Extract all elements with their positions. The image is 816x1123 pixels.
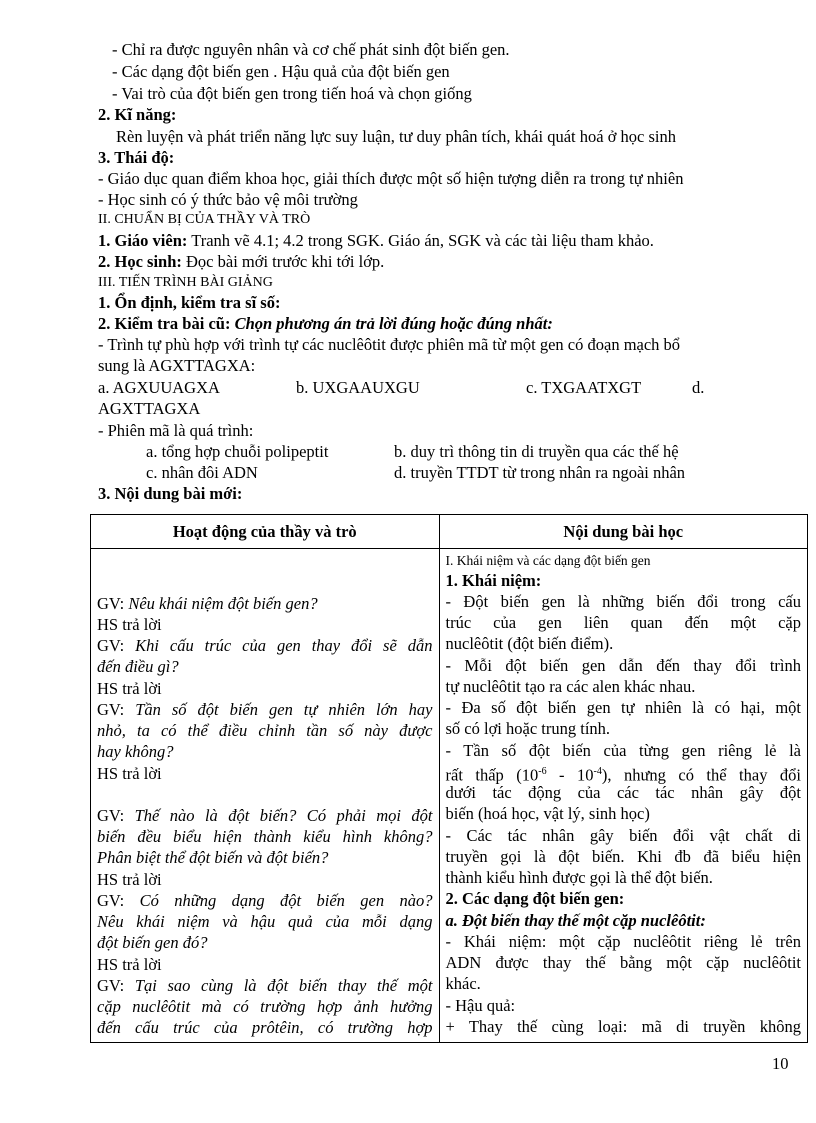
activities-cell — [91, 549, 440, 1043]
teacher-question-cont: đến cấu trúc của prôtêin, có trường hợp — [97, 1018, 433, 1037]
content-line: biến (hoá học, vật lý, sinh học) — [445, 804, 650, 823]
teacher-question-cont: đến điều gì? — [97, 657, 179, 676]
q1-option-d-value: AGXTTAGXA — [98, 399, 201, 418]
content-line: - Đột biến gen là những biến đổi trong cấu — [445, 592, 801, 611]
student-answer: HS trả lời — [97, 679, 162, 698]
teacher-question-cont: hay không? — [97, 742, 174, 761]
teacher-question-cont: đột biến gen đó? — [97, 933, 208, 952]
section-heading: I. Khái niệm và các dạng đột biến gen — [445, 553, 651, 568]
teacher-question-cont: biến đều biểu hiện thành kiểu hình không? — [97, 827, 433, 846]
question-2-stem: - Phiên mã là quá trình: — [98, 421, 254, 440]
col-content-header: Nội dung bài học — [439, 515, 808, 549]
subheading-types: 2. Các dạng đột biến gen: — [445, 889, 625, 908]
q1-option-b: b. UXGAAUXGU — [296, 378, 420, 397]
col-activities-header: Hoạt động của thầy và trò — [91, 515, 440, 549]
q1-option-c: c. TXGAATXGT — [526, 378, 642, 397]
teacher-question-cont: Nêu khái niệm và hậu quả của mỗi dạng — [97, 912, 433, 931]
attitude-item-1: - Giáo dục quan điểm khoa học, giải thích được một số hiện tượng diễn ra trong tự nhiên — [98, 169, 684, 188]
objective-3: - Vai trò của đột biến gen trong tiến hoá và chọn giống — [112, 84, 472, 103]
subheading-concept: 1. Khái niệm: — [445, 571, 542, 590]
student-answer: HS trả lời — [97, 615, 162, 634]
objective-1: - Chỉ ra được nguyên nhân và cơ chế phát sinh đột biến gen. — [112, 40, 510, 59]
prep-heading: II. CHUẨN BỊ CỦA THẦY VÀ TRÒ — [98, 212, 311, 227]
teacher-question: GV: Thế nào là đột biến? Có phải mọi đột — [97, 806, 433, 825]
lesson-table — [90, 514, 808, 1043]
attitude-heading: 3. Thái độ: — [98, 148, 175, 167]
stabilize-heading: 1. Ổn định, kiểm tra sĩ số: — [98, 293, 281, 312]
student-prep: 2. Học sinh: Đọc bài mới trước khi tới lớp. — [98, 252, 385, 271]
table-body-row — [91, 549, 808, 1043]
content-line: - Tần số đột biến của từng gen riêng lẻ là — [445, 741, 801, 760]
teacher-question: GV: Nêu khái niệm đột biến gen? — [97, 594, 318, 613]
teacher-question: GV: Có những dạng đột biến gen nào? — [97, 891, 433, 910]
content-line: truyền gọi là đột biến. Khi đb đã biểu hiện — [445, 847, 801, 866]
q2-option-d: d. truyền TTDT từ trong nhân ra ngoài nhân — [394, 463, 686, 482]
q2-option-a: a. tổng hợp chuỗi polipeptit — [146, 442, 329, 461]
attitude-item-2: - Học sinh có ý thức bảo vệ môi trường — [98, 190, 358, 209]
check-heading: 2. Kiểm tra bài cũ: Chọn phương án trả lời đúng hoặc đúng nhất: — [98, 314, 553, 333]
content-line: - Mỗi đột biến gen dẫn đến thay đổi trình — [445, 656, 801, 675]
q1-option-d: d. — [692, 378, 705, 397]
page-number: 10 — [772, 1054, 789, 1073]
content-line: tự nuclêôtit tạo ra các alen khác nhau. — [445, 677, 696, 696]
objective-2: - Các dạng đột biến gen . Hậu quả của đột biến gen — [112, 62, 450, 81]
content-line: - Các tác nhân gây biến đổi vật chất di — [445, 826, 801, 845]
content-line: + Thay thế cùng loại: mã di truyền không — [445, 1017, 801, 1036]
new-lesson-heading: 3. Nội dung bài mới: — [98, 484, 243, 503]
content-line: khác. — [445, 974, 481, 993]
teacher-question-cont: cặp nuclêôtit mà có trường hợp ảnh hưởng — [97, 997, 433, 1016]
question-1-line-1: - Trình tự phù hợp với trình tự các nuclêôtit được phiên mã từ một gen có đoạn mạch bổ — [98, 335, 681, 354]
teacher-prep: 1. Giáo viên: Tranh vẽ 4.1; 4.2 trong SGK. Giáo án, SGK và các tài liệu tham khảo. — [98, 231, 654, 250]
q2-option-b: b. duy trì thông tin di truyền qua các thế hệ — [394, 442, 679, 461]
frequency-line: rất thấp $(10^{-6} - 10^{-4})$, nhưng có thể thay đổi — [445, 765, 801, 785]
content-line: dưới tác động của các tác nhân gây đột — [445, 783, 801, 802]
teacher-question-cont: Phân biệt thể đột biến và đột biến? — [97, 848, 329, 867]
teacher-question: GV: Tại sao cùng là đột biến thay thế một — [97, 976, 433, 995]
teacher-question: GV: Khi cấu trúc của gen thay đổi sẽ dẫn — [97, 636, 433, 655]
subheading-substitution: a. Đột biến thay thế một cặp nuclêôtit: — [445, 911, 706, 930]
teacher-question: GV: Tần số đột biến gen tự nhiên lớn hay — [97, 700, 433, 719]
content-cell — [439, 549, 808, 1043]
table-header-row — [91, 515, 808, 549]
content-line: - Khái niệm: một cặp nuclêôtit riêng lẻ trên — [445, 932, 801, 951]
content-line: trúc của gen liên quan đến một cặp — [445, 613, 801, 632]
q2-option-c: c. nhân đôi ADN — [146, 463, 258, 482]
content-line: thành kiểu hình được gọi là thể đột biến. — [445, 868, 713, 887]
content-line: - Hậu quả: — [445, 996, 516, 1015]
student-answer: HS trả lời — [97, 764, 162, 783]
q1-option-a: a. AGXUUAGXA — [98, 378, 220, 397]
content-line: - Đa số đột biến gen tự nhiên là có hại, một — [445, 698, 801, 717]
content-line: ADN được thay thế bằng một cặp nuclêôtit — [445, 953, 801, 972]
student-answer: HS trả lời — [97, 870, 162, 889]
content-line: số có lợi hoặc trung tính. — [445, 719, 611, 738]
teacher-question-cont: nhỏ, ta có thể điều chỉnh tần số này được — [97, 721, 433, 740]
skills-heading: 2. Kĩ năng: — [98, 105, 177, 124]
skills-text: Rèn luyện và phát triển năng lực suy luận, tư duy phân tích, khái quát hoá ở học sinh — [116, 127, 676, 146]
question-1-line-2: sung là AGXTTAGXA: — [98, 356, 256, 375]
process-heading: III. TIẾN TRÌNH BÀI GIẢNG — [98, 275, 273, 290]
student-answer: HS trả lời — [97, 955, 162, 974]
content-line: nuclêôtit (đột biến điểm). — [445, 634, 614, 653]
